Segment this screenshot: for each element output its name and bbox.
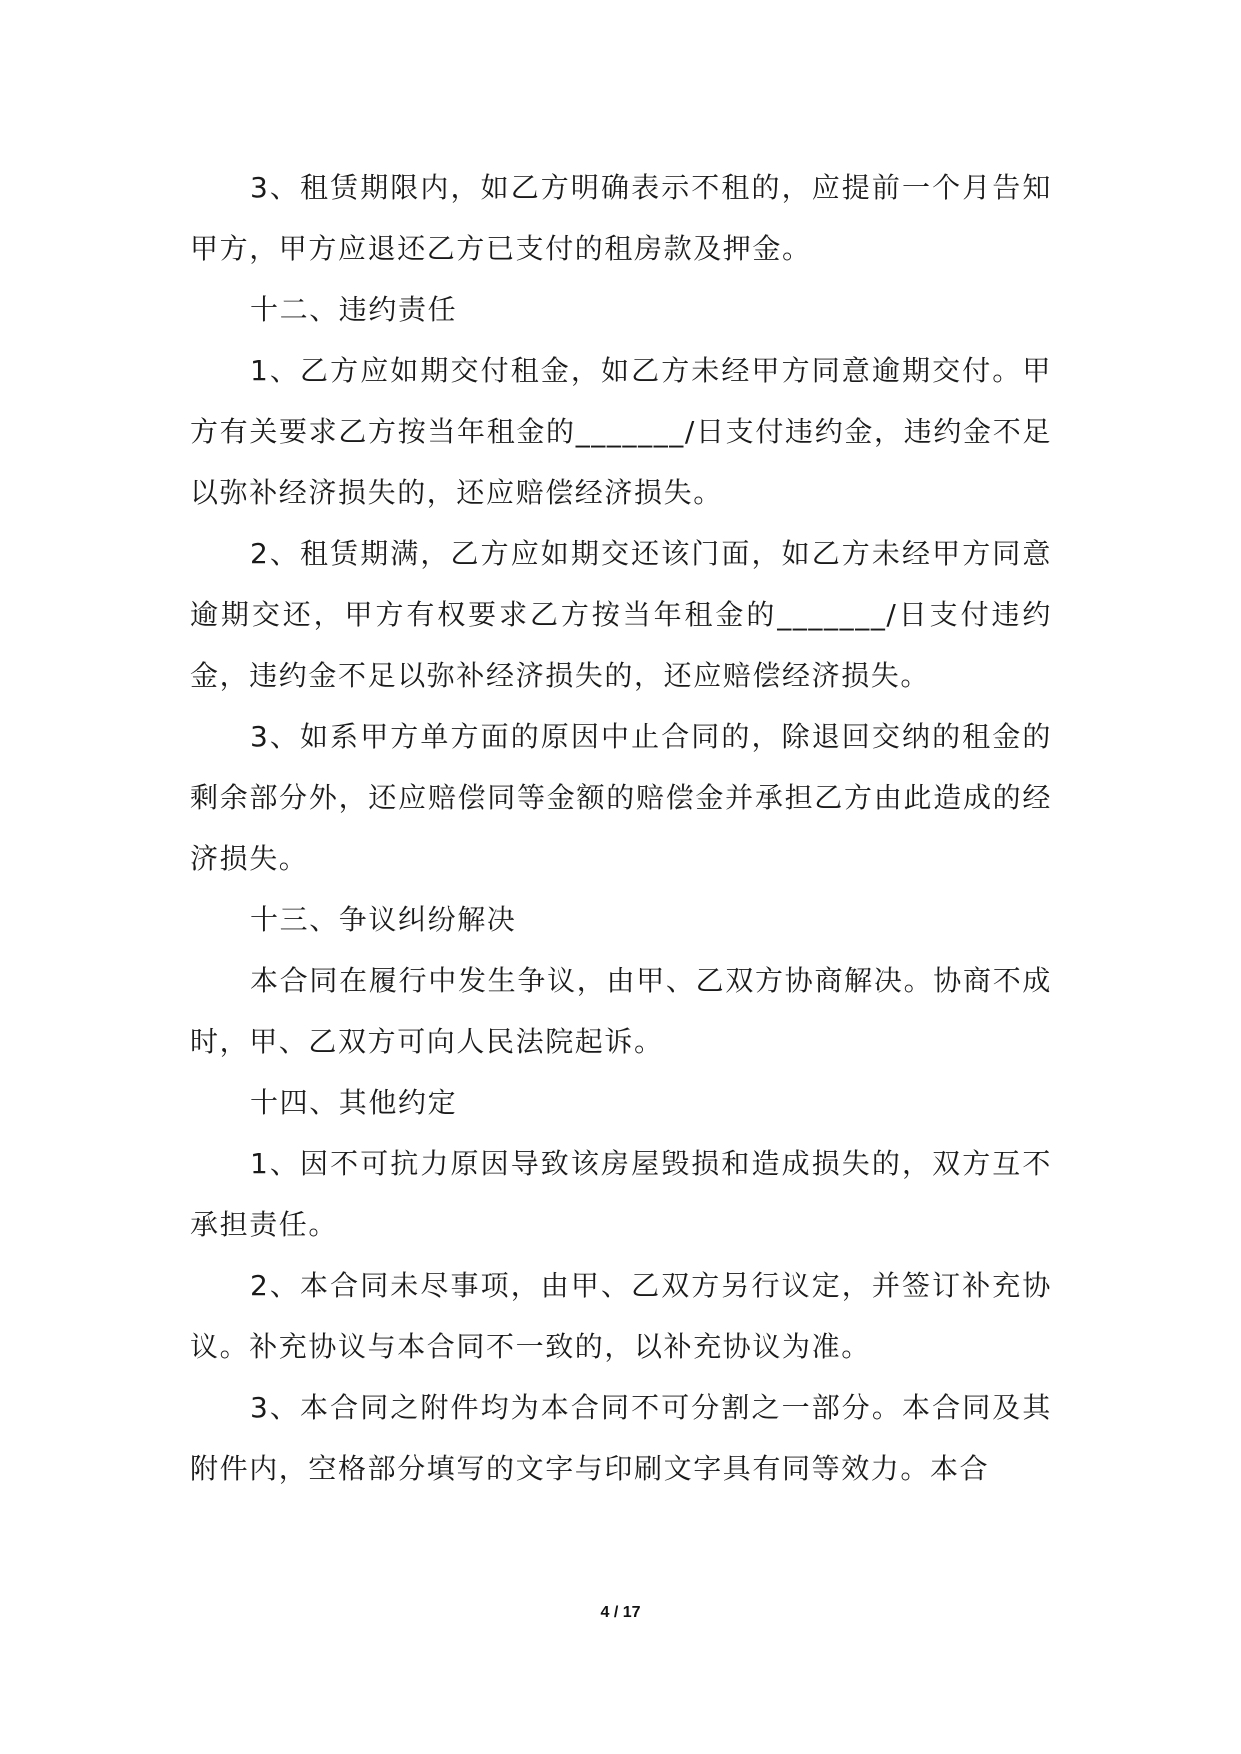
section-heading-breach-liability: 十二、违约责任	[250, 293, 458, 326]
page-number: 4 / 17	[600, 1604, 641, 1621]
paragraph-clause-12-2: 2、租赁期满，乙方应如期交还该门面，如乙方未经甲方同意逾期交还，甲方有权要求乙方按当年租金的_______/日支付违约金，违约金不足以弥补经济损失的，还应赔偿经济损失。	[190, 537, 1052, 692]
section-heading-dispute-resolution: 十三、争议纠纷解决	[250, 903, 517, 936]
paragraph-clause-14-2: 2、本合同未尽事项，由甲、乙双方另行议定，并签订补充协议。补充协议与本合同不一致的，以补充协议为准。	[190, 1269, 1052, 1363]
paragraph-clause-12-1: 1、乙方应如期交付租金，如乙方未经甲方同意逾期交付。甲方有关要求乙方按当年租金的_______/日支付违约金，违约金不足以弥补经济损失的，还应赔偿经济损失。	[190, 354, 1052, 509]
paragraph-clause-12-3: 3、如系甲方单方面的原因中止合同的，除退回交纳的租金的剩余部分外，还应赔偿同等金额的赔偿金并承担乙方由此造成的经济损失。	[190, 720, 1052, 875]
paragraph-clause-13: 本合同在履行中发生争议，由甲、乙双方协商解决。协商不成时，甲、乙双方可向人民法院起诉。	[190, 964, 1052, 1058]
paragraph-clause-14-1: 1、因不可抗力原因导致该房屋毁损和造成损失的，双方互不承担责任。	[190, 1147, 1052, 1241]
document-body	[190, 157, 1052, 1499]
paragraph-clause-11-3: 3、租赁期限内，如乙方明确表示不租的，应提前一个月告知甲方，甲方应退还乙方已支付的租房款及押金。	[190, 171, 1052, 265]
paragraph-clause-14-3: 3、本合同之附件均为本合同不可分割之一部分。本合同及其附件内，空格部分填写的文字与印刷文字具有同等效力。本合	[190, 1391, 1052, 1485]
section-heading-other-agreements: 十四、其他约定	[250, 1086, 458, 1119]
